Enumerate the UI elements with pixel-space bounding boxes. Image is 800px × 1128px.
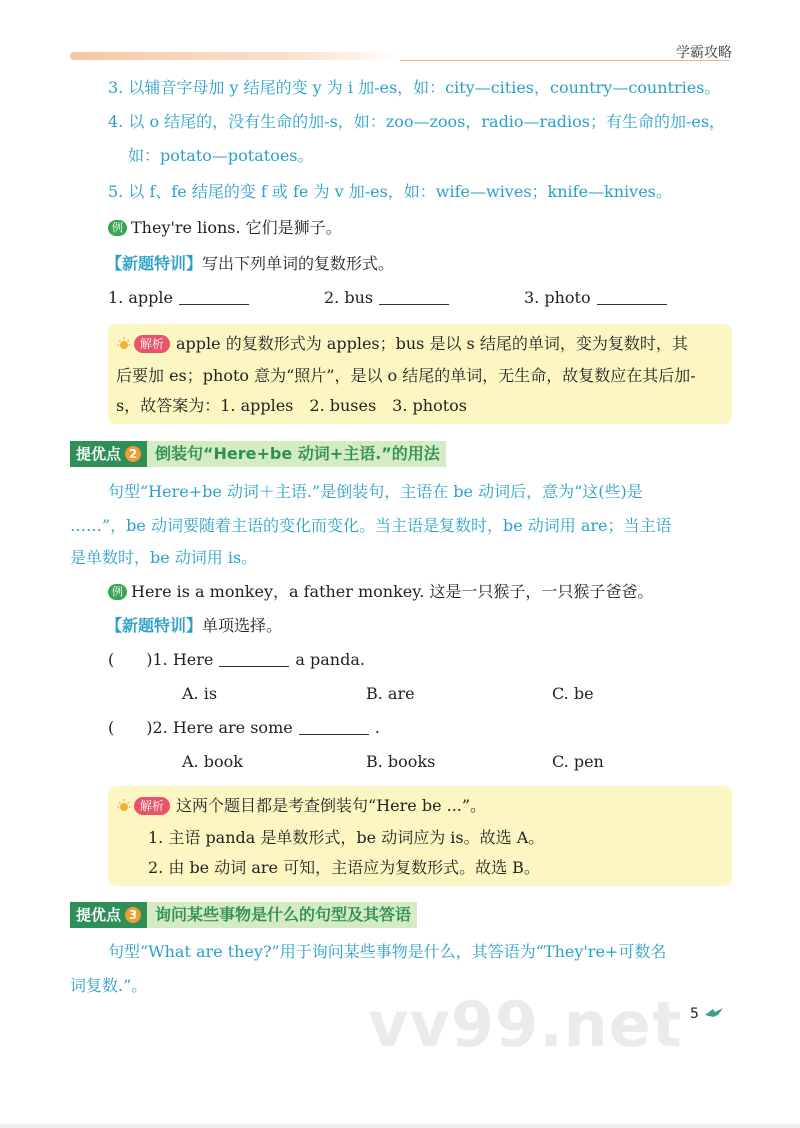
- example-badge: 例: [108, 220, 127, 236]
- lightbulb-icon: [116, 336, 132, 352]
- example-1-text: They're lions. 它们是狮子。: [131, 218, 342, 237]
- section-3-label-text: 提优点: [76, 906, 122, 924]
- q2-option-b[interactable]: B. books: [366, 752, 436, 771]
- header-gradient-bar: [70, 52, 400, 60]
- answer-blank[interactable]: [299, 720, 369, 735]
- question-2-tail: .: [374, 718, 380, 737]
- q1-option-c[interactable]: C. be: [552, 684, 594, 703]
- analysis-1-text-1: apple 的复数形式为 apples；bus 是以 s 结尾的单词，变为复数时，其: [176, 334, 688, 353]
- drill-1-instruction: 写出下列单词的复数形式。: [202, 254, 395, 273]
- analysis-1-line2: 后要加 es；photo 意为“照片”，是以 o 结尾的单词，无生命，故复数应在其后加-: [116, 366, 696, 385]
- drill-1-item-1: [108, 286, 255, 310]
- header-title: 学霸攻略: [676, 45, 732, 61]
- section-3-header: [70, 902, 417, 928]
- example-1: [108, 216, 342, 240]
- drill-1-item-3-text: 3. photo: [524, 288, 591, 307]
- section-3-title: 询问某些事物是什么的句型及其答语: [147, 902, 417, 928]
- bracket-open: 【: [106, 616, 123, 635]
- answer-blank[interactable]: [379, 290, 449, 305]
- section-2-label-text: 提优点: [76, 445, 122, 463]
- drill-1-label: 新题特训: [122, 254, 187, 273]
- page-number-text: 5: [690, 1006, 699, 1022]
- page-number: [690, 1006, 725, 1022]
- analysis-2-line2: 1. 主语 panda 是单数形式，be 动词应为 is。故选 A。: [148, 828, 545, 847]
- q1-option-b[interactable]: B. are: [366, 684, 415, 703]
- analysis-2-line1: [116, 794, 486, 818]
- example-2-text: Here is a monkey，a father monkey. 这是一只猴子，一只猴子爸爸。: [131, 582, 654, 601]
- drill-2-heading: [106, 614, 282, 638]
- watermark: vv99.net: [368, 988, 683, 1061]
- section-2-label: [70, 441, 147, 467]
- bracket-open: 【: [106, 254, 123, 273]
- rule-5: 5. 以 f、fe 结尾的变 f 或 fe 为 v 加-es，如：wife—wives；knife—knives。: [108, 182, 672, 201]
- section-2-title: 倒装句“Here+be 动词+主语.”的用法: [147, 441, 446, 467]
- analysis-1-line3: s，故答案为：1. apples 2. buses 3. photos: [116, 396, 467, 415]
- answer-blank[interactable]: [597, 290, 667, 305]
- analysis-badge: 解析: [134, 797, 170, 815]
- section-3-para-2: 词复数.”。: [70, 976, 148, 995]
- example-badge: 例: [108, 584, 127, 600]
- drill-1-item-3: [524, 286, 673, 310]
- drill-1-heading: [106, 252, 394, 276]
- bracket-close: 】: [186, 254, 203, 273]
- q1-option-a[interactable]: A. is: [182, 684, 218, 703]
- question-1-stem: 1. Here: [152, 650, 214, 669]
- question-2: [108, 716, 380, 740]
- section-3-label: [70, 902, 147, 928]
- analysis-2-text-1: 这两个题目都是考查倒装句“Here be ...”。: [176, 796, 487, 815]
- section-2-para-2: ……”，be 动词要随着主语的变化而变化。当主语是复数时，be 动词用 are；当主语: [70, 516, 672, 535]
- q2-option-c[interactable]: C. pen: [552, 752, 604, 771]
- drill-1-item-2-text: 2. bus: [324, 288, 374, 307]
- example-2: [108, 580, 653, 604]
- answer-blank[interactable]: [179, 290, 249, 305]
- rule-3: 3. 以辅音字母加 y 结尾的变 y 为 i 加-es，如：city—cities，country—countries。: [108, 78, 721, 97]
- answer-paren[interactable]: ( ): [108, 718, 153, 737]
- rule-4-line1: 4. 以 o 结尾的，没有生命的加-s，如：zoo—zoos，radio—radios；有生命的加-es，: [108, 112, 726, 131]
- section-2-para-1: 句型“Here+be 动词＋主语.”是倒装句，主语在 be 动词后，意为“这(些)是: [108, 482, 643, 501]
- section-3-para-1: 句型“What are they?”用于询问某些事物是什么，其答语为“They're+可数名: [108, 942, 667, 961]
- bottom-edge: [0, 1124, 800, 1128]
- answer-paren[interactable]: ( ): [108, 650, 153, 669]
- rule-4-line2: 如：potato—potatoes。: [128, 146, 314, 165]
- analysis-box-1: [108, 324, 732, 424]
- header-decoration: [70, 50, 730, 62]
- analysis-badge: 解析: [134, 335, 170, 353]
- bird-icon: [703, 1006, 725, 1020]
- section-2-header: [70, 441, 446, 467]
- q2-option-a[interactable]: A. book: [182, 752, 243, 771]
- answer-blank[interactable]: [219, 652, 289, 667]
- question-2-stem: 2. Here are some: [152, 718, 293, 737]
- drill-1-item-1-text: 1. apple: [108, 288, 173, 307]
- drill-2-instruction: 单项选择。: [202, 616, 283, 635]
- section-2-number: 2: [125, 446, 141, 462]
- question-1-tail: a panda.: [295, 650, 365, 669]
- section-3-number: 3: [125, 907, 141, 923]
- drill-2-label: 新题特训: [122, 616, 187, 635]
- analysis-2-line3: 2. 由 be 动词 are 可知，主语应为复数形式。故选 B。: [148, 858, 540, 877]
- lightbulb-icon: [116, 798, 132, 814]
- section-2-para-3: 是单数时，be 动词用 is。: [70, 548, 258, 567]
- drill-1-item-2: [324, 286, 455, 310]
- bracket-close: 】: [186, 616, 203, 635]
- question-1: [108, 648, 365, 672]
- analysis-box-2: [108, 786, 732, 886]
- analysis-1-line1: [116, 332, 688, 356]
